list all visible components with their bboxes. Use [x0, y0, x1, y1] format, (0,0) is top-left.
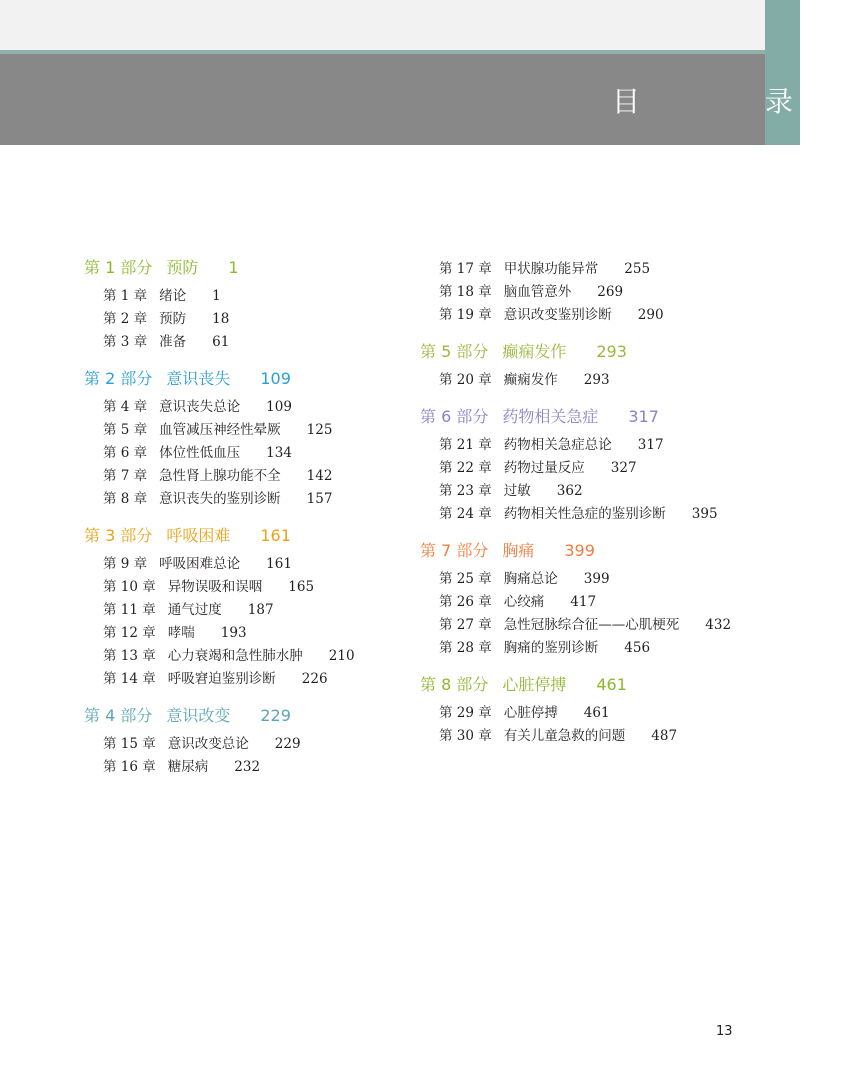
chapter-number: 第 7 章 [103, 468, 148, 484]
top-band [0, 0, 765, 50]
chapter-page: 417 [570, 594, 597, 610]
chapter-title: 药物相关性急症的鉴别诊断 [503, 506, 666, 522]
chapter-page: 327 [610, 460, 637, 476]
chapter-page: 187 [247, 602, 274, 618]
chapter-page: 456 [624, 640, 651, 656]
part-page: 161 [260, 526, 291, 545]
part-page: 109 [260, 369, 291, 388]
chapter-entry [439, 283, 623, 301]
chapter-entry [103, 624, 247, 642]
chapter-page: 125 [306, 422, 333, 438]
chapter-entry [103, 490, 332, 508]
part-title: 药物相关急症 [502, 407, 599, 426]
part-label: 第 3 部分 [84, 526, 153, 545]
chapter-entry [103, 578, 314, 596]
chapter-entry [439, 306, 664, 324]
page-title: 目 录 [612, 85, 851, 118]
chapter-number: 第 22 章 [439, 460, 492, 476]
part-heading [84, 258, 239, 278]
chapter-title: 心绞痛 [503, 594, 545, 610]
chapter-page: 18 [212, 311, 230, 327]
chapter-title: 意识丧失的鉴别诊断 [159, 491, 281, 507]
chapter-entry [103, 670, 328, 688]
chapter-entry [439, 704, 610, 722]
part-label: 第 8 部分 [420, 675, 489, 694]
chapter-title: 通气过度 [167, 602, 222, 618]
part-page: 1 [228, 258, 239, 277]
part-heading [420, 342, 627, 362]
chapter-title: 癫痫发作 [503, 372, 558, 388]
chapter-title: 意识丧失总论 [159, 399, 241, 415]
chapter-title: 呼吸困难总论 [159, 556, 241, 572]
chapter-page: 134 [266, 445, 292, 461]
chapter-page: 193 [220, 625, 247, 641]
chapter-number: 第 14 章 [103, 671, 156, 687]
chapter-entry [439, 459, 637, 477]
chapter-page: 157 [306, 491, 333, 507]
part-heading [420, 407, 659, 427]
chapter-number: 第 17 章 [439, 261, 492, 277]
chapter-entry [103, 398, 292, 416]
chapter-number: 第 1 章 [103, 288, 148, 304]
chapter-number: 第 2 章 [103, 311, 148, 327]
chapter-number: 第 15 章 [103, 736, 156, 752]
chapter-title: 绪论 [159, 288, 187, 304]
chapter-title: 糖尿病 [167, 759, 209, 775]
chapter-number: 第 24 章 [439, 506, 492, 522]
chapter-page: 399 [583, 571, 610, 587]
chapter-page: 161 [266, 556, 292, 572]
chapter-title: 过敏 [503, 483, 531, 499]
part-label: 第 7 部分 [420, 541, 489, 560]
chapter-title: 体位性低血压 [159, 445, 241, 461]
part-title: 预防 [166, 258, 199, 277]
chapter-number: 第 18 章 [439, 284, 492, 300]
part-title: 心脏停搏 [502, 675, 567, 694]
chapter-title: 急性肾上腺功能不全 [159, 468, 281, 484]
part-page: 461 [596, 675, 627, 694]
chapter-entry [439, 260, 650, 278]
chapter-page: 395 [691, 506, 718, 522]
chapter-number: 第 20 章 [439, 372, 492, 388]
part-heading [84, 706, 291, 726]
chapter-entry [439, 593, 596, 611]
chapter-title: 胸痛的鉴别诊断 [503, 640, 599, 656]
chapter-title: 胸痛总论 [503, 571, 558, 587]
chapter-entry [103, 647, 355, 665]
chapter-entry [439, 482, 583, 500]
part-page: 229 [260, 706, 291, 725]
chapter-number: 第 8 章 [103, 491, 148, 507]
chapter-number: 第 6 章 [103, 445, 148, 461]
chapter-title: 药物过量反应 [503, 460, 585, 476]
chapter-number: 第 21 章 [439, 437, 492, 453]
chapter-page: 255 [624, 261, 651, 277]
chapter-page: 1 [212, 288, 221, 304]
chapter-number: 第 10 章 [103, 579, 156, 595]
chapter-number: 第 19 章 [439, 307, 492, 323]
part-page: 317 [628, 407, 659, 426]
chapter-entry [103, 333, 229, 351]
chapter-number: 第 11 章 [103, 602, 156, 618]
part-title: 呼吸困难 [166, 526, 231, 545]
chapter-number: 第 9 章 [103, 556, 148, 572]
chapter-page: 269 [597, 284, 624, 300]
chapter-page: 226 [301, 671, 328, 687]
chapter-page: 487 [651, 728, 678, 744]
chapter-title: 哮喘 [167, 625, 195, 641]
chapter-entry [439, 371, 610, 389]
part-title: 胸痛 [502, 541, 535, 560]
chapter-title: 有关儿童急救的问题 [503, 728, 626, 744]
part-label: 第 4 部分 [84, 706, 153, 725]
chapter-title: 药物相关急症总论 [503, 437, 612, 453]
chapter-entry [439, 436, 664, 454]
part-label: 第 6 部分 [420, 407, 489, 426]
chapter-title: 心力衰竭和急性肺水肿 [167, 648, 303, 664]
chapter-entry [103, 287, 221, 305]
chapter-entry [103, 467, 332, 485]
chapter-title: 脑血管意外 [503, 284, 572, 300]
part-label: 第 2 部分 [84, 369, 153, 388]
chapter-number: 第 3 章 [103, 334, 148, 350]
part-title: 意识改变 [166, 706, 231, 725]
part-label: 第 5 部分 [420, 342, 489, 361]
chapter-page: 293 [583, 372, 610, 388]
chapter-title: 准备 [159, 334, 187, 350]
part-title: 癫痫发作 [502, 342, 567, 361]
chapter-number: 第 4 章 [103, 399, 148, 415]
chapter-title: 意识改变鉴别诊断 [503, 307, 612, 323]
chapter-entry [103, 555, 292, 573]
chapter-entry [439, 639, 650, 657]
chapter-entry [103, 601, 274, 619]
part-heading [84, 369, 291, 389]
chapter-number: 第 12 章 [103, 625, 156, 641]
chapter-number: 第 16 章 [103, 759, 156, 775]
chapter-entry [103, 735, 301, 753]
chapter-page: 165 [288, 579, 315, 595]
part-heading [420, 675, 627, 695]
chapter-entry [439, 727, 677, 745]
part-title: 意识丧失 [166, 369, 231, 388]
chapter-entry [103, 310, 229, 328]
chapter-number: 第 23 章 [439, 483, 492, 499]
chapter-number: 第 5 章 [103, 422, 148, 438]
chapter-page: 290 [637, 307, 664, 323]
part-page: 399 [564, 541, 595, 560]
chapter-page: 317 [637, 437, 664, 453]
chapter-page: 142 [306, 468, 333, 484]
chapter-entry [103, 421, 332, 439]
chapter-title: 急性冠脉综合征——心肌梗死 [503, 617, 680, 633]
chapter-title: 异物误吸和误咽 [167, 579, 263, 595]
chapter-page: 229 [274, 736, 301, 752]
chapter-entry [103, 444, 292, 462]
chapter-page: 210 [328, 648, 355, 664]
chapter-number: 第 27 章 [439, 617, 492, 633]
chapter-page: 232 [234, 759, 261, 775]
chapter-number: 第 30 章 [439, 728, 492, 744]
chapter-page: 432 [705, 617, 732, 633]
chapter-entry [103, 758, 260, 776]
chapter-title: 预防 [159, 311, 187, 327]
chapter-title: 心脏停搏 [503, 705, 558, 721]
chapter-page: 461 [583, 705, 610, 721]
chapter-title: 甲状腺功能异常 [503, 261, 599, 277]
chapter-number: 第 25 章 [439, 571, 492, 587]
chapter-title: 意识改变总论 [167, 736, 249, 752]
chapter-number: 第 28 章 [439, 640, 492, 656]
side-tab [765, 0, 800, 145]
page-number: 13 [716, 1024, 733, 1039]
chapter-title: 血管减压神经性晕厥 [159, 422, 281, 438]
chapter-number: 第 29 章 [439, 705, 492, 721]
chapter-number: 第 26 章 [439, 594, 492, 610]
chapter-entry [439, 570, 610, 588]
chapter-number: 第 13 章 [103, 648, 156, 664]
part-label: 第 1 部分 [84, 258, 153, 277]
chapter-page: 109 [266, 399, 292, 415]
part-heading [420, 541, 595, 561]
chapter-title: 呼吸窘迫鉴别诊断 [167, 671, 276, 687]
chapter-page: 362 [556, 483, 583, 499]
part-page: 293 [596, 342, 627, 361]
chapter-page: 61 [212, 334, 230, 350]
part-heading [84, 526, 291, 546]
chapter-entry [439, 616, 731, 634]
chapter-entry [439, 505, 718, 523]
